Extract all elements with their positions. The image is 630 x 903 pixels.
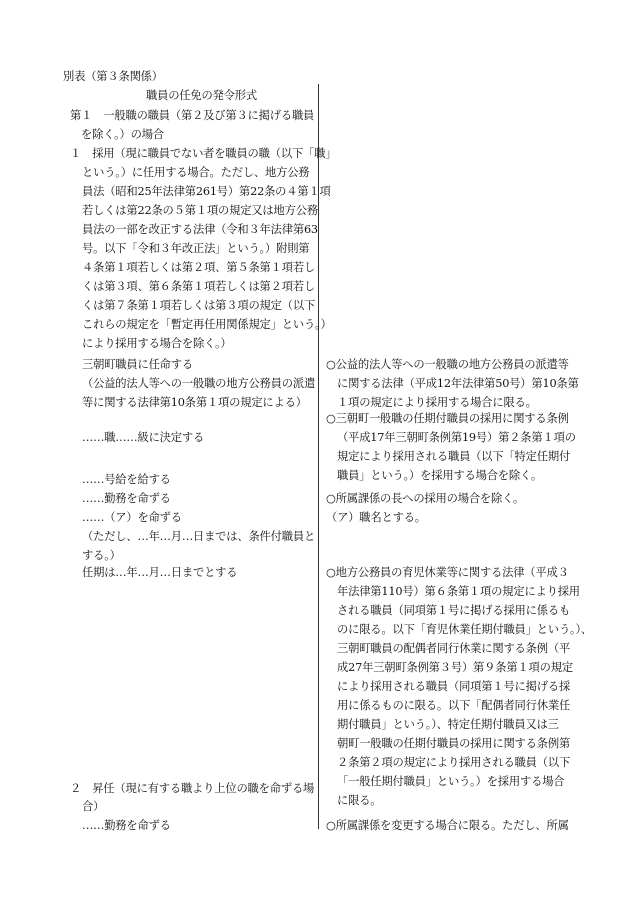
note-text: 「一般任期付職員」という。）を採用する場合 bbox=[337, 775, 565, 788]
item-1-text: という。）に任用する場合。ただし、地方公務 bbox=[82, 166, 310, 179]
appendix-title: 別表（第３条関係） bbox=[63, 70, 163, 83]
item-1-text: 若しくは第22条の５第１項の規定又は地方公務 bbox=[82, 204, 318, 217]
order-text: 任期は…年…月…日までとする bbox=[82, 566, 238, 579]
note-text: ○所属課係を変更する場合に限る。ただし、所属 bbox=[326, 819, 569, 832]
item-1-text: くは第３項、第６条第１項若しくは第２項若し bbox=[82, 280, 316, 293]
table-title: 職員の任免の発令形式 bbox=[146, 89, 257, 102]
note-text: 用に係るものに限る。以下「配偶者同行休業任 bbox=[337, 699, 571, 712]
section-heading-cont: を除く。）の場合 bbox=[81, 128, 164, 141]
item-1-text: 号。以下「令和３年改正法」という。）附則第 bbox=[82, 242, 310, 255]
order-text: 三朝町職員に任命する bbox=[82, 358, 193, 371]
order-text: ……職……級に決定する bbox=[82, 431, 205, 444]
note-text: 職員」という。）を採用する場合を除く。 bbox=[337, 469, 542, 482]
note-text: ○三朝町一般職の任期付職員の採用に関する条例 bbox=[326, 412, 569, 425]
note-text: １項の規定により採用する場合に限る。 bbox=[337, 396, 537, 409]
item-1-text: ４条第１項若しくは第２項、第５条第１項若し bbox=[82, 261, 316, 274]
item-1-text: 員法（昭和25年法律第261号）第22条の４第１項 bbox=[82, 185, 331, 198]
note-text: により採用される職員（同項第１号に掲げる採 bbox=[337, 680, 571, 693]
order-text: ……勤務を命ずる bbox=[82, 819, 171, 832]
order-text: ……号給を給する bbox=[82, 473, 171, 486]
item-1-text: 員法の一部を改正する法律（令和３年法律第63 bbox=[82, 223, 318, 236]
note-text: ○地方公務員の育児休業等に関する法律（平成３ bbox=[326, 566, 569, 579]
item-1-text: これらの規定を「暫定再任用関係規定」という。） bbox=[82, 318, 332, 331]
note-text: 年法律第110号）第６条第１項の規定により採用 bbox=[337, 585, 580, 598]
order-text: ……勤務を命ずる bbox=[82, 492, 171, 505]
note-text: に限る。 bbox=[337, 794, 382, 807]
order-text: 等に関する法律第10条第１項の規定による） bbox=[82, 396, 307, 409]
item-2-heading-cont: 合） bbox=[82, 800, 105, 813]
section-heading: 第１ 一般職の職員（第２及び第３に掲げる職員 bbox=[70, 109, 315, 122]
note-text: 三朝町職員の配偶者同行休業に関する条例（平 bbox=[337, 642, 571, 655]
note-text: のに限る。以下「育児休業任期付職員」という。）、 bbox=[337, 623, 593, 636]
order-text: （ただし、…年…月…日までは、条件付職員と bbox=[82, 530, 316, 543]
note-text: （平成17年三朝町条例第19号）第２条第１項の bbox=[337, 431, 576, 444]
note-text: （ア）職名とする。 bbox=[326, 511, 426, 524]
note-text: 朝町一般職の任期付職員の採用に関する条例第 bbox=[337, 737, 571, 750]
order-text: ……（ア）を命ずる bbox=[82, 511, 182, 524]
order-text: （公益的法人等への一般職の地方公務員の派遣 bbox=[82, 377, 316, 390]
item-1-heading: １ 採用（現に職員でない者を職員の職（以下「職」 bbox=[70, 147, 337, 160]
note-text: される職員（同項第１号に掲げる採用に係るも bbox=[337, 604, 571, 617]
note-text: ２条第２項の規定により採用される職員（以下 bbox=[337, 756, 571, 769]
item-1-text: により採用する場合を除く。） bbox=[82, 337, 232, 350]
order-text: する。） bbox=[82, 549, 121, 562]
note-text: ○所属課係の長への採用の場合を除く。 bbox=[326, 492, 525, 505]
note-text: 規定により採用される職員（以下「特定任期付 bbox=[337, 450, 571, 463]
note-text: 成27年三朝町条例第３号）第９条第１項の規定 bbox=[337, 661, 573, 674]
note-text: に関する法律（平成12年法律第50号）第10条第 bbox=[337, 377, 579, 390]
item-2-heading: ２ 昇任（現に有する職より上位の職を命ずる場 bbox=[70, 782, 315, 795]
note-text: ○公益的法人等への一般職の地方公務員の派遣等 bbox=[326, 358, 569, 371]
item-1-text: くは第７条第１項若しくは第３項の規定（以下 bbox=[82, 299, 316, 312]
note-text: 期付職員」という。）、特定任期付職員又は三 bbox=[337, 718, 559, 731]
